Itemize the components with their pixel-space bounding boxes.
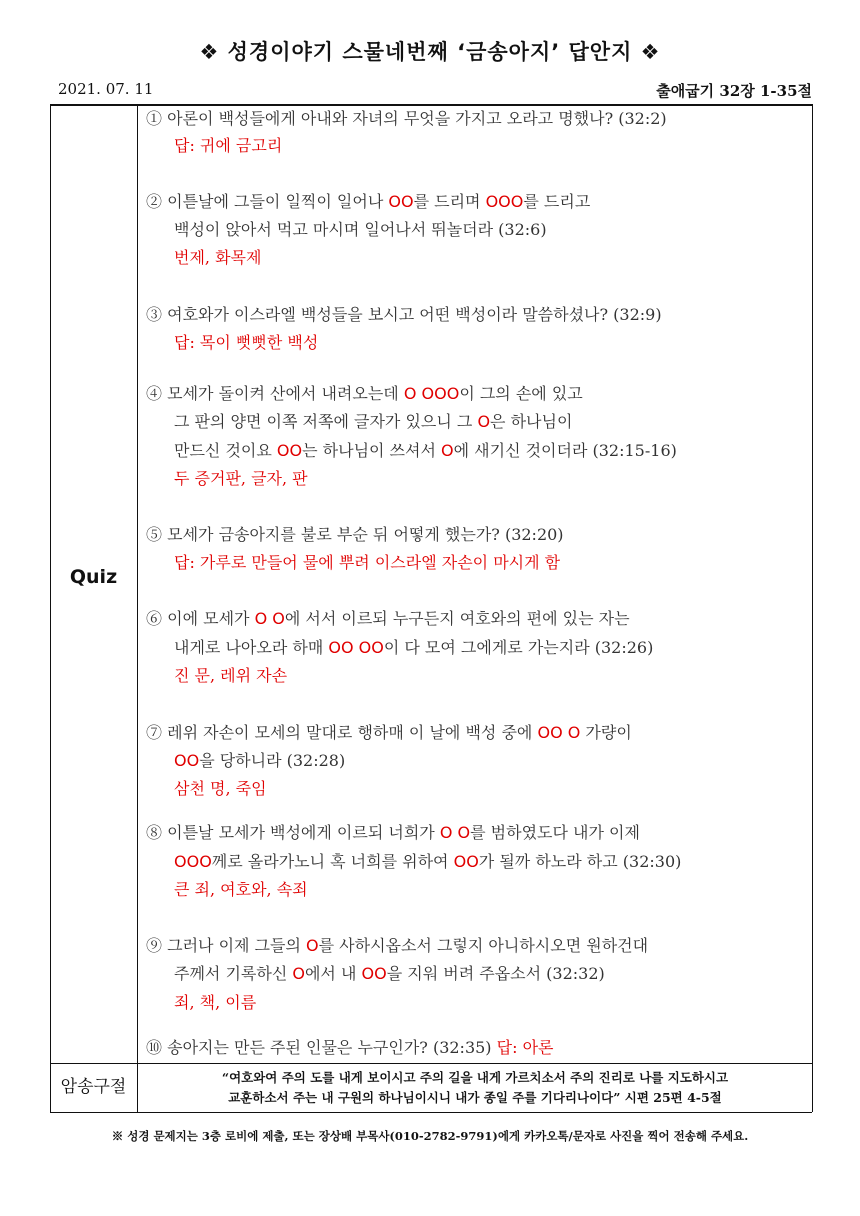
question-2: ② 이튿날에 그들이 일찍이 일어나 OO를 드리며 OOO를 드리고 [146,192,591,211]
question-2-line-2: 백성이 앉아서 먹고 마시며 일어나서 뛰놀더라 (32:6) [174,220,547,239]
answer-7: 삼천 명, 죽임 [174,779,267,798]
memory-verse-label: 암송구절 [60,1077,127,1097]
answer-4: 두 증거판, 글자, 판 [174,469,308,488]
table-right-border [812,104,813,1112]
question-8-line-2: OOO께로 올라가노니 혹 너희를 위하여 OO가 될까 하노라 하고 (32:30) [174,852,682,871]
date: 2021. 07. 11 [58,80,154,98]
question-6-line-2: 내게로 나아오라 하매 OO OO이 다 모여 그에게로 가는지라 (32:26) [174,638,654,657]
question-3: ③ 여호와가 이스라엘 백성들을 보시고 어떤 백성이라 말씀하셨나? (32:9) [146,305,662,324]
question-4: ④ 모세가 돌이켜 산에서 내려오는데 O OOO이 그의 손에 있고 [146,384,583,403]
answer-2: 번제, 화목제 [174,248,262,267]
question-5: ⑤ 모세가 금송아지를 불로 부순 뒤 어떻게 했는가? (32:20) [146,525,564,544]
answer-9: 죄, 책, 이름 [174,993,257,1012]
table-bottom-border [50,1112,812,1113]
question-7-line-2: OO을 당하니라 (32:28) [174,751,346,770]
answer-10: 답: 아론 [496,1038,554,1057]
question-8: ⑧ 이튿날 모세가 백성에게 이르되 너희가 O O를 범하였도다 내가 이제 [146,823,640,842]
scripture-reference: 출애굽기 32장 1-35절 [656,82,812,100]
footer-note: ※ 성경 문제지는 3층 로비에 제출, 또는 장상배 부목사(010-2782-9791)에게 카카오톡/문자로 사진을 찍어 전송해 주세요. [111,1129,749,1143]
question-6: ⑥ 이에 모세가 O O에 서서 이르되 누구든지 여호와의 편에 있는 자는 [146,609,630,628]
answer-5: 답: 가루로 만들어 물에 뿌려 이스라엘 자손이 마시게 함 [174,553,561,572]
answer-8: 큰 죄, 여호와, 속죄 [174,880,308,899]
page-title: ❖ 성경이야기 스물네번째 ‘금송아지’ 답안지 ❖ [199,40,661,64]
table-left-border [50,104,51,1112]
memory-verse-line-1: “여호와여 주의 도를 내게 보이시고 주의 길을 내게 가르치소서 주의 진리로 나를 지도하시고 [221,1070,729,1085]
question-9: ⑨ 그러나 이제 그들의 O를 사하시옵소서 그렇지 아니하시오면 원하건대 [146,936,649,955]
memory-verse-line-2: 교훈하소서 주는 내 구원의 하나님이시니 내가 종일 주를 기다리나이다” 시편 25편 4-5절 [228,1090,722,1105]
answer-6: 진 문, 레위 자손 [174,666,288,685]
question-9-line-2: 주께서 기록하신 O에서 내 OO을 지워 버려 주옵소서 (32:32) [174,964,605,983]
quiz-label: Quiz [69,566,118,588]
question-1: ① 아론이 백성들에게 아내와 자녀의 무엇을 가지고 오라고 명했나? (32:2) [146,109,667,128]
question-7: ⑦ 레위 자손이 모세의 말대로 행하매 이 날에 백성 중에 OO O 가량이 [146,723,632,742]
table-column-divider [137,104,138,1112]
question-4-line-2: 그 판의 양면 이쪽 저쪽에 글자가 있으니 그 O은 하나님이 [174,412,573,431]
question-10: ⑩ 송아지는 만든 주된 인물은 누구인가? (32:35) 답: 아론 [146,1038,554,1057]
answer-3: 답: 목이 뻣뻣한 백성 [174,333,319,352]
table-divider [50,1063,812,1064]
question-4-line-3: 만드신 것이요 OO는 하나님이 쓰셔서 O에 새기신 것이더라 (32:15-16) [174,441,677,460]
answer-1: 답: 귀에 금고리 [174,136,283,155]
